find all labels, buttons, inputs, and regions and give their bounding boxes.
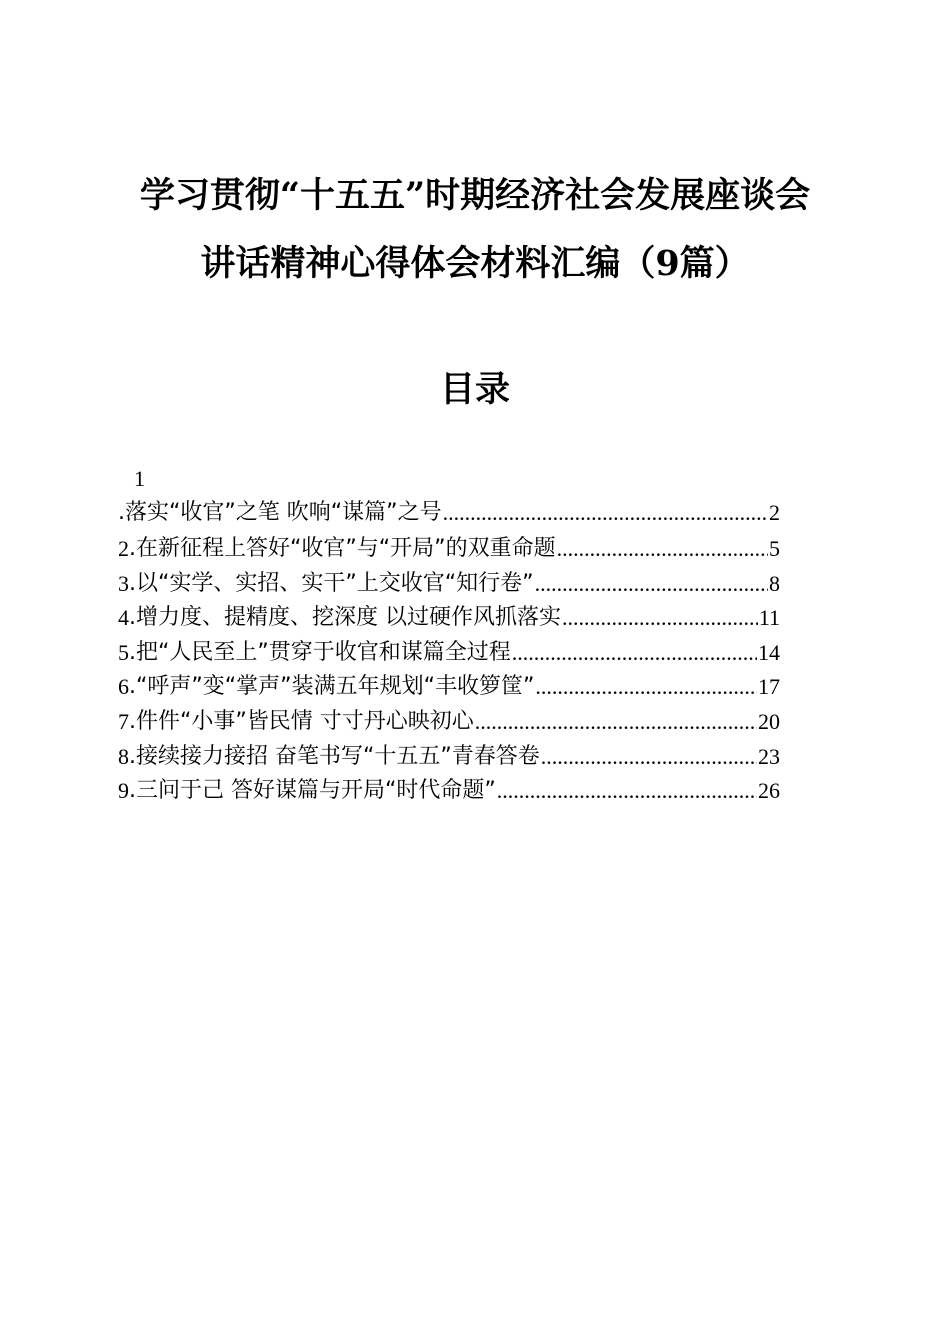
toc-entry-title: .件件“小事”皆民情 寸寸丹心映初心 <box>129 708 474 734</box>
toc-entry-5[interactable] <box>118 636 780 671</box>
toc-entry-7[interactable] <box>118 705 780 740</box>
toc-entry-title: .“呼声”变“掌声”装满五年规划“丰收箩筐” <box>129 674 535 700</box>
toc-dot-leader <box>557 532 768 567</box>
toc-entry-6[interactable] <box>118 670 780 705</box>
toc-entry-number: 2 <box>118 536 129 561</box>
toc-dot-leader <box>512 636 757 671</box>
toc-entry-page: 17 <box>758 674 780 700</box>
toc-dot-leader <box>541 740 757 775</box>
toc-entry-page: 11 <box>758 605 780 631</box>
toc-entry-9[interactable] <box>118 774 780 809</box>
toc-dot-leader <box>497 774 757 809</box>
toc-entry-2[interactable] <box>118 532 780 567</box>
toc-dot-leader <box>535 670 757 705</box>
toc-dot-leader <box>562 601 758 636</box>
toc-entry-4[interactable] <box>118 601 780 636</box>
toc-entry-page: 2 <box>769 500 780 525</box>
document-title-line-2: 讲话精神心得体会材料汇编（9篇） <box>200 243 750 284</box>
toc-entry-page: 14 <box>758 639 780 665</box>
toc-entry-page: 8 <box>769 570 780 596</box>
toc-dot-leader <box>535 567 768 602</box>
toc-entry-title: .把“人民至上”贯穿于收官和谋篇全过程 <box>129 639 511 665</box>
toc-entry-number: 6 <box>118 674 129 700</box>
toc-entry-title: .接续接力接招 奋笔书写“十五五”青春答卷 <box>129 743 540 769</box>
toc-entry-title: .三问于己 答好谋篇与开局“时代命题” <box>129 778 496 804</box>
toc-entry-number: 9 <box>118 778 129 804</box>
toc-dot-leader <box>443 494 768 532</box>
toc-entry-page: 26 <box>758 778 780 804</box>
toc-entry-page: 23 <box>758 743 780 769</box>
toc-entry-number: 3 <box>118 570 129 596</box>
document-title-line-1: 学习贯彻“十五五”时期经济社会发展座谈会 <box>139 175 811 216</box>
toc-entry-8[interactable] <box>118 740 780 775</box>
toc-entry-page: 5 <box>769 536 780 561</box>
toc-entry-title: .增力度、提精度、挖深度 以过硬作风抓落实 <box>129 605 561 631</box>
toc-entry-title: .以“实学、实招、实干”上交收官“知行卷” <box>129 570 534 596</box>
toc-entry-3[interactable] <box>118 567 780 602</box>
toc-heading: 目录 <box>439 369 510 410</box>
toc-entry-number: 1 <box>134 466 145 491</box>
table-of-contents <box>118 464 780 809</box>
toc-entry-1[interactable] <box>118 464 780 532</box>
toc-dot-leader <box>475 705 757 740</box>
toc-entry-title: .在新征程上答好“收官”与“开局”的双重命题 <box>129 536 556 561</box>
toc-entry-page: 20 <box>758 708 780 734</box>
toc-entry-number: 7 <box>118 708 129 734</box>
toc-entry-number: 8 <box>118 743 129 769</box>
toc-entry-title: .落实“收官”之笔 吹响“谋篇”之号 <box>118 500 442 525</box>
toc-entry-number: 4 <box>118 605 129 631</box>
toc-entry-number: 5 <box>118 639 129 665</box>
